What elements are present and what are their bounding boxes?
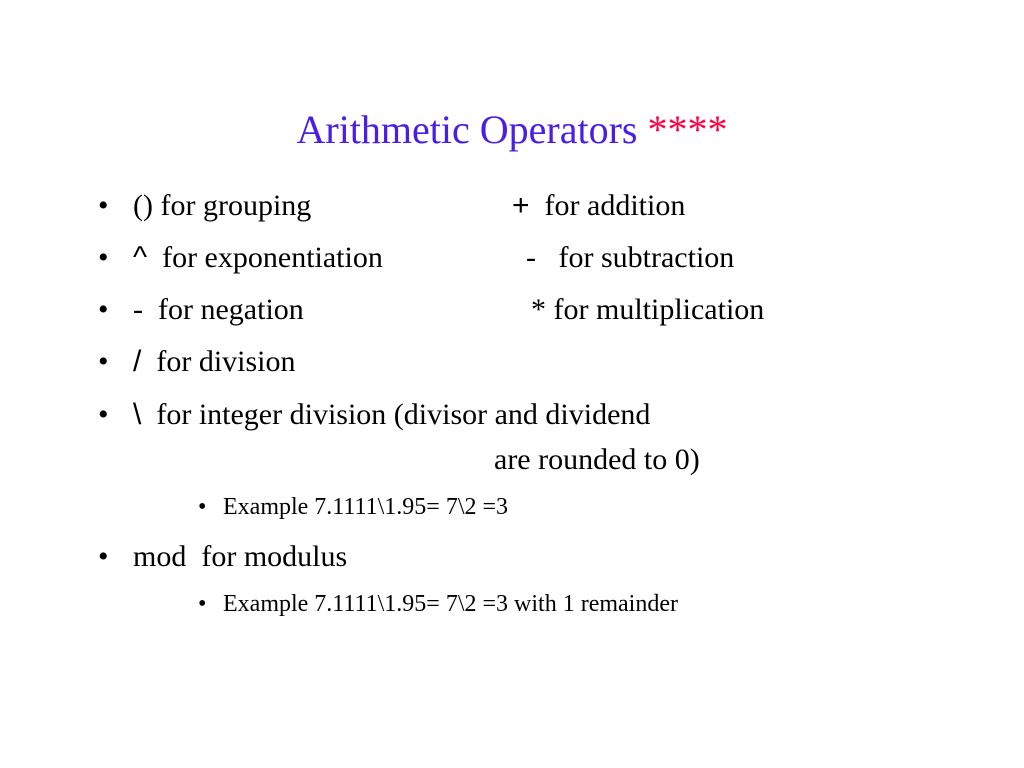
integer-division-symbol: \ xyxy=(133,398,142,431)
multiplication-text: for multiplication xyxy=(553,293,765,326)
exponentiation-item xyxy=(133,240,383,276)
multiplication-item xyxy=(531,292,764,328)
bullet-marker: • xyxy=(98,189,109,222)
bullet-marker: • xyxy=(98,540,109,573)
bullet-marker: • xyxy=(98,293,109,326)
addition-text: for addition xyxy=(544,189,686,222)
example-text: Example 7.1111\1.95= 7\2 =3 xyxy=(223,494,509,520)
exponentiation-text: for exponentiation xyxy=(162,241,383,274)
modulus-text: for modulus xyxy=(201,540,348,573)
negation-symbol: - xyxy=(133,293,143,326)
grouping-symbol: () xyxy=(133,189,153,222)
negation-text: for negation xyxy=(158,293,304,326)
title-text: Arithmetic Operators xyxy=(296,107,638,152)
subtraction-item xyxy=(526,240,734,276)
sub-bullet-marker: • xyxy=(198,494,207,520)
division-text: for division xyxy=(156,345,296,378)
exponentiation-symbol: ^ xyxy=(133,241,148,274)
bullet-marker: • xyxy=(98,345,109,378)
addition-symbol: + xyxy=(512,189,530,222)
grouping-item xyxy=(133,188,311,224)
multiplication-symbol: * xyxy=(531,293,546,326)
integer-division-text: for integer division (divisor and dividend xyxy=(156,398,651,431)
title-stars: **** xyxy=(647,107,728,152)
slide-title xyxy=(0,102,1024,158)
bullet-marker: • xyxy=(98,241,109,274)
grouping-text: for grouping xyxy=(160,189,312,222)
negation-item xyxy=(133,292,304,328)
subtraction-text: for subtraction xyxy=(558,241,735,274)
division-symbol: / xyxy=(133,345,142,378)
modulus-symbol: mod xyxy=(133,540,187,573)
integer-division-item xyxy=(133,397,650,433)
addition-item xyxy=(512,188,685,224)
sub-bullet-marker: • xyxy=(198,591,207,617)
division-item xyxy=(133,344,296,380)
subtraction-symbol: - xyxy=(526,241,536,274)
modulus-example-text: Example 7.1111\1.95= 7\2 =3 with 1 remainder xyxy=(223,591,678,617)
bullet-marker: • xyxy=(98,398,109,431)
modulus-item xyxy=(133,539,347,575)
continuation-text: are rounded to 0) xyxy=(494,443,700,476)
